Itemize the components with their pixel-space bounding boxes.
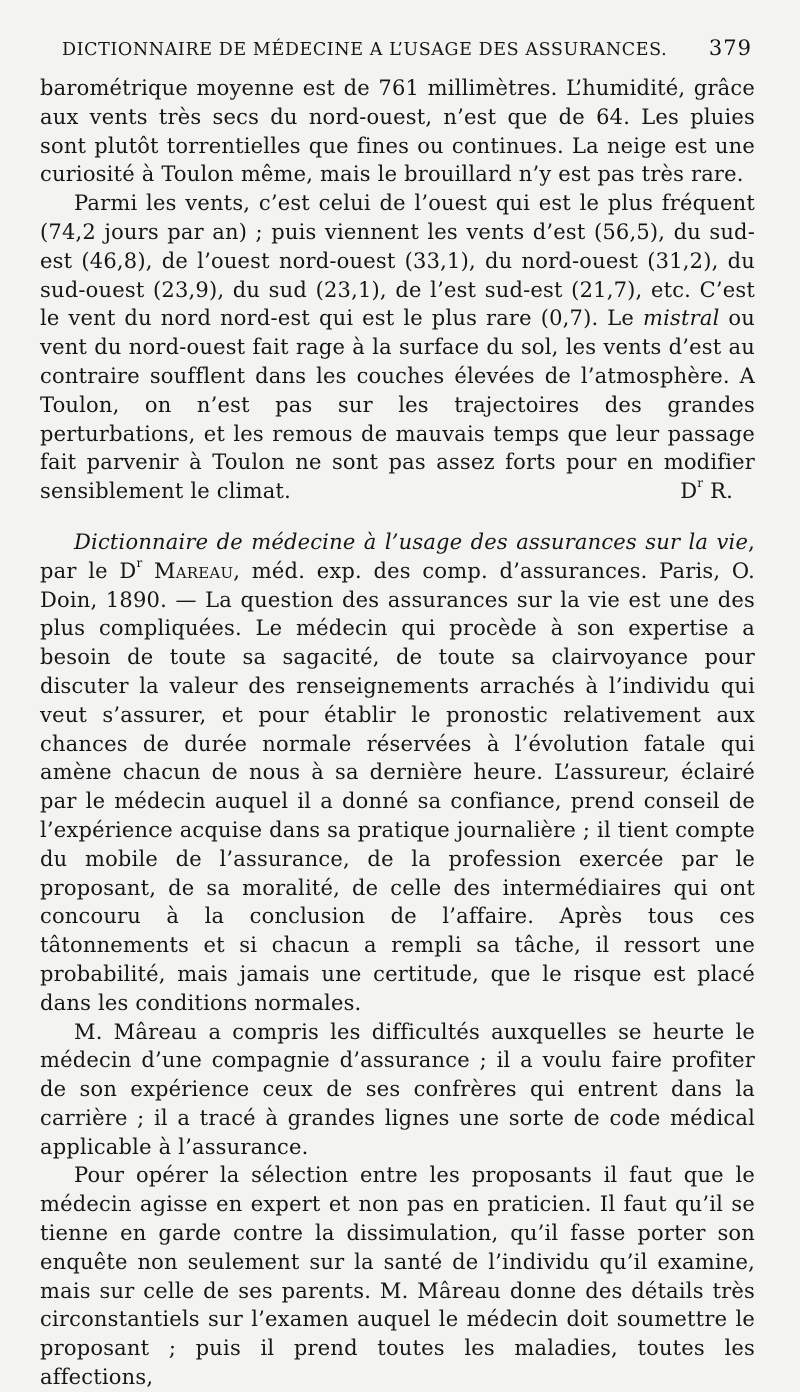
paragraph-mareau: M. Mâreau a compris les difficultés auxquelles se heurte le médecin d’une compagnie d’assurance ; il a voulu faire profiter de son expérience ceux de ses confrères qui entrent dans la carrière ; il a tracé à grandes lignes une sorte de code médical applicable à l’assurance. [40,1019,755,1159]
paragraph-review [40,528,755,1018]
book-title: Dictionnaire de médecine à l’usage des assurances sur la vie [74,529,749,554]
signature [646,477,733,506]
body-text [40,74,755,1392]
page-number: 379 [708,36,752,60]
signature-dr: D [680,479,698,504]
review-dr-sup: r [136,555,143,570]
winds-text-1: Parmi les vents, c’est celui de l’ouest qui est le plus fréquent (74,2 jours par an) ; puis viennent les vents d’est (56,5), du sud-est (46,8), de l’ouest nord-ouest (33,1), du nord-ouest (31,2), du sud-ouest (23,9), du sud (23,1), de l’est sud-est (21,7), etc. C’est le vent du nord nord-est qui est le plus rare (0,7). Le [40,191,755,331]
author-name: Mareau [142,558,234,583]
signature-dr-sup: r [697,476,704,491]
paragraph-climate: barométrique moyenne est de 761 millimètres. L’humidité, grâce aux vents très secs du nord-ouest, n’est que de 64. Les pluies sont plutôt torrentielles que fines ou continues. La neige est une curiosité à Toulon même, mais le brouillard n’y est pas très rare. [40,76,755,187]
mistral-term: mistral [642,306,720,331]
page-header [62,36,752,66]
running-title: DICTIONNAIRE DE MÉDECINE A L’USAGE DES ASSURANCES. [62,40,668,60]
paragraph-winds [40,189,755,506]
winds-text-2: ou vent du nord-ouest fait rage à la surface du sol, les vents d’est au contraire soufflent dans les couches élevées de l’atmosphère. A Toulon, on n’est pas sur les trajectoires des grandes perturbations, et les remous de mauvais temps que leur passage fait parvenir à Toulon ne sont pas assez forts pour en modifier sensiblement le climat. [40,306,755,504]
review-details: , méd. exp. des comp. d’assurances. Paris, O. Doin, 1890. — La question des assurances sur la vie est une des plus compliquées. Le médecin qui procède à son expertise a besoin de toute sa sagacité, de toute sa clairvoyance pour discuter la valeur des renseignements arrachés à l’individu qui veut s’assurer, et pour établir le pronostic relativement aux chances de durée normale réservées à l’évolution fatale qui amène chacun de nous à sa dernière heure. L’assureur, éclairé par le médecin auquel il a donné sa confiance, prend conseil de l’expérience acquise dans sa pratique journalière ; il tient compte du mobile de l’assurance, de la profession exercée par le proposant, de sa moralité, de celle des intermédiaires qui ont concouru à la conclusion de l’affaire. Après tous ces tâtonnements et si chacun a rempli sa tâche, il ressort une probabilité, mais jamais une certitude, que le risque est placé dans les conditions normales. [40,558,755,1015]
paragraph-selection: Pour opérer la sélection entre les proposants il faut que le médecin agisse en expert et non pas en praticien. Il faut qu’il se tienne en garde contre la dissimulation, qu’il fasse porter son enquête non seulement sur la santé de l’individu qu’il examine, mais sur celle de ses parents. M. Mâreau donne des détails très circonstantiels sur l’examen auquel le médecin doit soumettre le proposant ; puis il prend toutes les maladies, toutes les affections, [40,1163,755,1390]
signature-initial: R. [703,479,733,504]
review-by: , par le D [40,529,755,583]
